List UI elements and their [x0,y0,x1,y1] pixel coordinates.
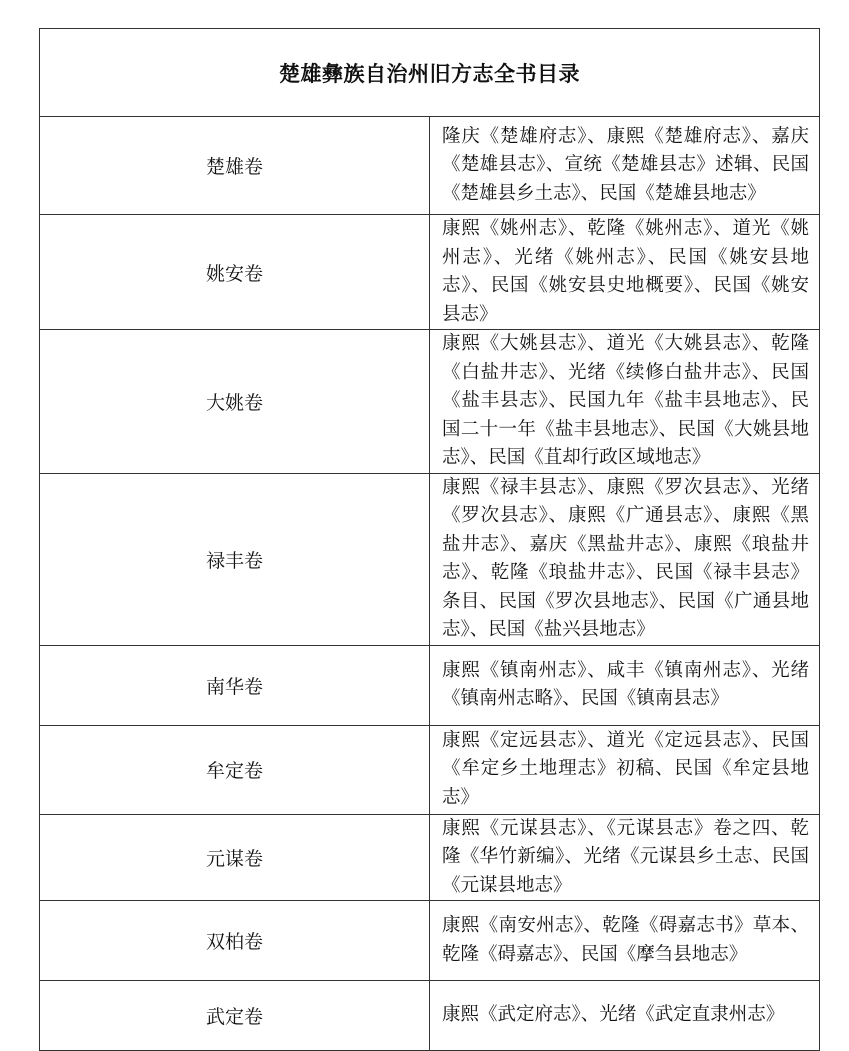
volume-contents: 康熙《姚州志》、乾隆《姚州志》、道光《姚州志》、光绪《姚州志》、民国《姚安县地志》、民国《姚安县史地概要》、民国《姚安县志》 [430,215,820,330]
volume-contents: 康熙《南安州志》、乾隆《碍嘉志书》草本、乾隆《碍嘉志》、民国《摩刍县地志》 [430,901,820,981]
volume-name: 武定卷 [40,981,430,1051]
table-row [40,473,820,645]
table-row [40,901,820,981]
catalog-table [39,28,820,1051]
volume-contents: 隆庆《楚雄府志》、康熙《楚雄府志》、嘉庆《楚雄县志》、宣统《楚雄县志》述辑、民国《楚雄县乡土志》、民国《楚雄县地志》 [430,117,820,215]
volume-contents: 康熙《定远县志》、道光《定远县志》、民国《牟定乡土地理志》初稿、民国《牟定县地志》 [430,725,820,814]
table-row [40,117,820,215]
table-row [40,215,820,330]
table-row [40,645,820,725]
volume-contents: 康熙《元谋县志》、《元谋县志》卷之四、乾隆《华竹新编》、光绪《元谋县乡土志、民国《元谋县地志》 [430,814,820,901]
volume-contents: 康熙《大姚县志》、道光《大姚县志》、乾隆《白盐井志》、光绪《续修白盐井志》、民国《盐丰县志》、民国九年《盐丰县地志》、民国二十一年《盐丰县地志》、民国《大姚县地志》、民国《苴却行政区域地志》 [430,330,820,474]
volume-name: 姚安卷 [40,215,430,330]
volume-name: 禄丰卷 [40,473,430,645]
table-row [40,981,820,1051]
volume-name: 牟定卷 [40,725,430,814]
volume-contents: 康熙《镇南州志》、咸丰《镇南州志》、光绪《镇南州志略》、民国《镇南县志》 [430,645,820,725]
table-row [40,725,820,814]
catalog-title: 楚雄彝族自治州旧方志全书目录 [40,29,820,117]
volume-name: 南华卷 [40,645,430,725]
title-row [40,29,820,117]
volume-name: 楚雄卷 [40,117,430,215]
volume-name: 双柏卷 [40,901,430,981]
volume-name: 元谋卷 [40,814,430,901]
table-row [40,814,820,901]
table-row [40,330,820,474]
volume-contents: 康熙《武定府志》、光绪《武定直隶州志》 [430,981,820,1051]
volume-contents: 康熙《禄丰县志》、康熙《罗次县志》、光绪《罗次县志》、康熙《广通县志》、康熙《黑盐井志》、嘉庆《黑盐井志》、康熙《琅盐井志》、乾隆《琅盐井志》、民国《禄丰县志》条目、民国《罗次县地志》、民国《广通县地志》、民国《盐兴县地志》 [430,473,820,645]
volume-name: 大姚卷 [40,330,430,474]
